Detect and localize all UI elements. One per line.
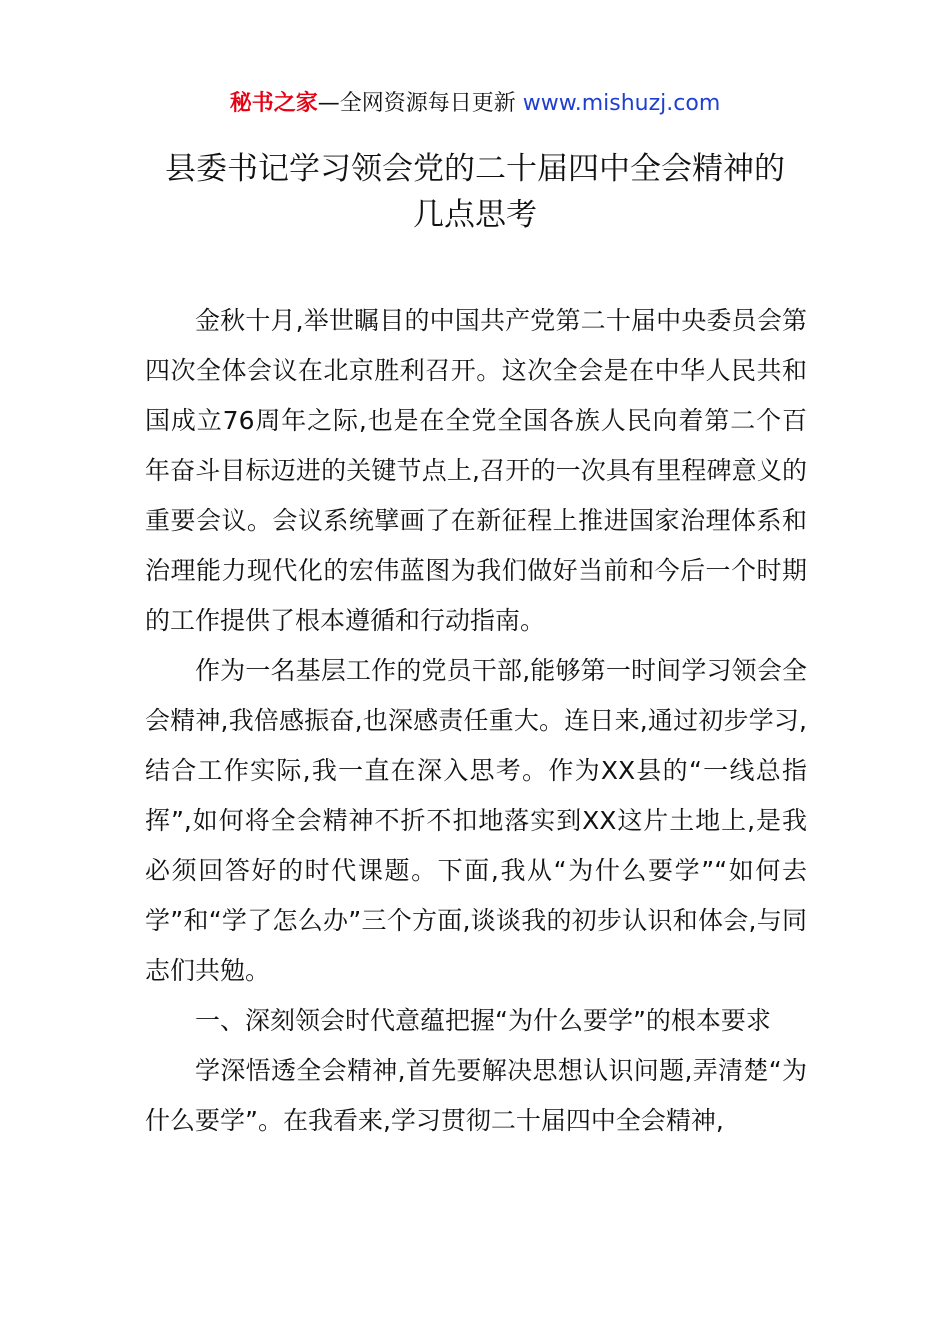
paragraph-intro: 金秋十月,举世瞩目的中国共产党第二十届中央委员会第四次全体会议在北京胜利召开。这次全会是在中华人民共和国成立76周年之际,也是在全党全国各族人民向着第二个百年奋斗目标迈进的关键节点上,召开的一次具有里程碑意义的重要会议。会议系统擘画了在新征程上推进国家治理体系和治理能力现代化的宏伟蓝图为我们做好当前和今后一个时期的工作提供了根本遵循和行动指南。: [145, 306, 807, 635]
paragraph-reflection: 作为一名基层工作的党员干部,能够第一时间学习领会全会精神,我倍感振奋,也深感责任重大。连日来,通过初步学习,结合工作实际,我一直在深入思考。作为XX县的“一线总指挥”,如何将全会精神不折不扣地落实到XX这片土地上,是我必须回答好的时代课题。下面,我从“为什么要学”“如何去学”和“学了怎么办”三个方面,谈谈我的初步认识和体会,与同志们共勉。: [145, 656, 807, 985]
document-body: [145, 296, 807, 1146]
title-line-2: 几点思考: [413, 197, 537, 233]
title-line-1: 县委书记学习领会党的二十届四中全会精神的: [165, 151, 785, 187]
paragraph-section-1: 学深悟透全会精神,首先要解决思想认识问题,弄清楚“为什么要学”。在我看来,学习贯彻二十届四中全会精神,: [145, 1056, 807, 1135]
document-title: [0, 146, 950, 238]
site-brand: 秘书之家: [229, 91, 318, 116]
site-url-link[interactable]: www.mishuzj.com: [515, 91, 721, 116]
site-tagline: —全网资源每日更新: [317, 91, 516, 116]
section-heading-1: 一、深刻领会时代意蕴把握“为什么要学”的根本要求: [195, 1006, 771, 1035]
site-header: [0, 88, 950, 120]
